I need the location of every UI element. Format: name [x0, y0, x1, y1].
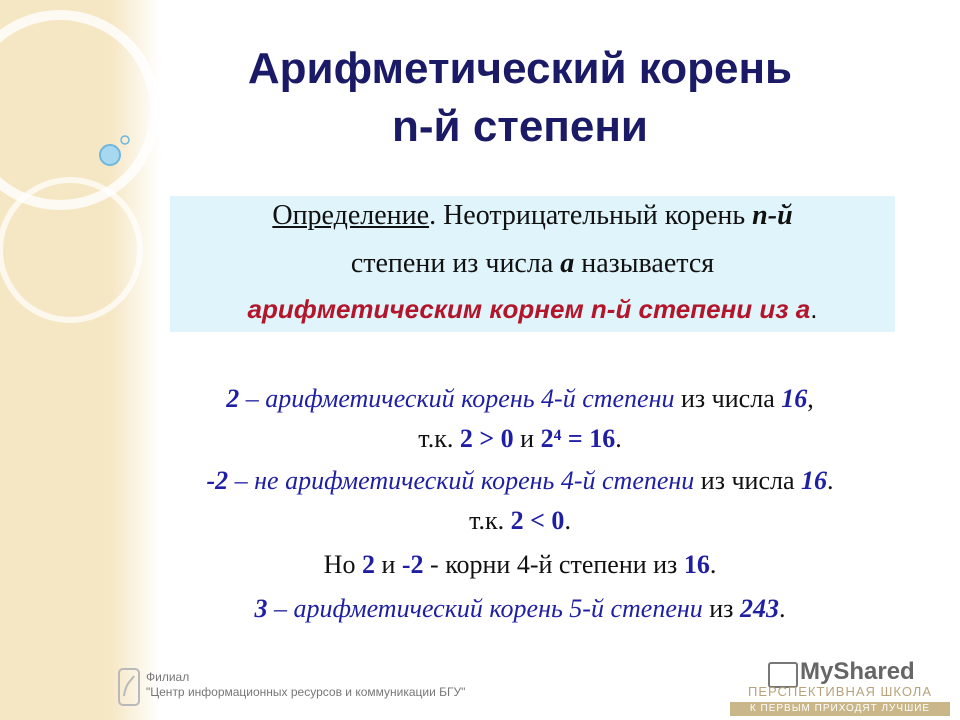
example-3-v3: 16: [683, 550, 710, 579]
example-3-p3: - корни 4-й степени из: [423, 550, 684, 579]
example-3-dot: .: [709, 550, 717, 579]
example-4-val: 243: [739, 594, 779, 623]
example-1-dot: .: [615, 424, 622, 453]
example-3-p2: и: [374, 550, 402, 579]
example-3: [100, 550, 940, 580]
example-2-tk: т.к.: [469, 506, 511, 535]
school-label: ПЕРСПЕКТИВНАЯ ШКОЛА: [747, 684, 933, 699]
definition-text-3: называется: [574, 248, 715, 279]
example-3-v2: -2: [401, 550, 424, 579]
example-2-dot2: .: [564, 506, 571, 535]
definition-label: Определение: [272, 200, 430, 231]
example-1-rest: из числа: [674, 384, 782, 413]
example-4-dot: .: [778, 594, 786, 623]
footer-branch-line-1: Филиал: [146, 670, 190, 684]
footer-branch-text: [118, 670, 465, 700]
example-4-num: 3: [254, 594, 268, 623]
example-1-reason: [100, 424, 940, 454]
example-1-text: – арифметический корень 4-й степени: [239, 384, 675, 413]
example-3-p1: Но: [323, 550, 362, 579]
example-2-cond: 2 < 0: [510, 506, 565, 535]
example-2-val: 16: [801, 466, 828, 495]
example-1-and: и: [513, 424, 541, 453]
example-2-dot: .: [827, 466, 834, 495]
definition-dot: .: [810, 294, 818, 324]
definition-line-3: [170, 294, 895, 325]
branch-logo-icon: [118, 668, 140, 706]
example-1-comma: ,: [807, 384, 814, 413]
example-1-tk: т.к.: [418, 424, 460, 453]
definition-text-1: . Неотрицательный корень: [429, 200, 753, 231]
example-2-text: – не арифметический корень 4-й степени: [228, 466, 695, 495]
example-2-reason: [100, 506, 940, 536]
example-3-v1: 2: [361, 550, 375, 579]
definition-text-2: степени из числа: [350, 248, 561, 279]
example-4-rest: из: [702, 594, 740, 623]
definition-n: n-й: [752, 200, 793, 231]
school-slogan: К ПЕРВЫМ ПРИХОДЯТ ЛУЧШИЕ: [730, 702, 950, 716]
definition-a: а: [560, 248, 575, 279]
example-1-num: 2: [226, 384, 240, 413]
page-title: [100, 40, 940, 156]
myshared-brand: MyShared: [800, 658, 915, 685]
example-1-cond: 2 > 0: [459, 424, 514, 453]
example-1: [100, 384, 940, 414]
example-4-text: – арифметический корень 5-й степени: [267, 594, 703, 623]
example-2-num: -2: [206, 466, 229, 495]
example-4: [100, 594, 940, 624]
title-line-1: Арифметический корень: [247, 44, 793, 93]
example-1-val: 16: [781, 384, 808, 413]
title-line-2: n-й степени: [392, 102, 648, 151]
definition-line-1: [170, 200, 895, 232]
example-1-power: 2⁴ = 16: [540, 424, 616, 453]
example-2: [100, 466, 940, 496]
definition-term: арифметическим корнем n-й степени из а: [247, 294, 811, 324]
example-2-rest: из числа: [694, 466, 802, 495]
footer-branch-line-2: "Центр информационных ресурсов и коммуникации БГУ": [146, 685, 466, 699]
definition-line-2: [170, 248, 895, 280]
